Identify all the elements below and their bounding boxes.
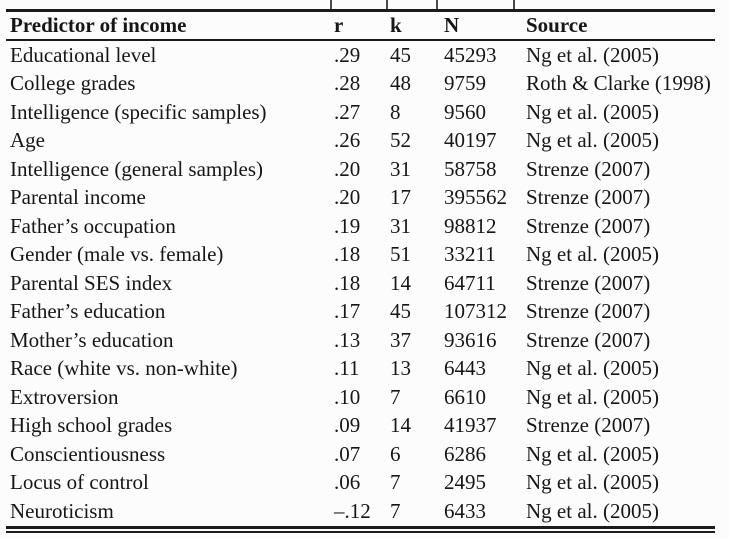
predictor-cell: Locus of control — [10, 470, 149, 495]
n-cell: 40197 — [444, 128, 497, 153]
r-cell: .13 — [334, 327, 361, 352]
k-cell: 7 — [390, 384, 401, 409]
r-cell: .09 — [334, 413, 361, 438]
n-cell: 6433 — [444, 498, 486, 523]
table-row — [6, 469, 715, 498]
source-cell: Strenze (2007) — [526, 213, 651, 238]
table-row — [6, 98, 715, 127]
k-cell: 13 — [390, 356, 411, 381]
r-cell: .06 — [334, 470, 361, 495]
income-predictors-table — [6, 0, 715, 533]
predictor-cell: Educational level — [10, 42, 157, 67]
table-bottom-rule-thin — [6, 531, 715, 533]
r-cell: .19 — [334, 213, 361, 238]
k-cell: 48 — [390, 71, 411, 96]
predictor-cell: Parental SES index — [10, 270, 173, 295]
table-row — [6, 127, 715, 156]
predictor-cell: Father’s education — [10, 299, 166, 324]
source-cell: Strenze (2007) — [526, 413, 651, 438]
k-cell: 45 — [390, 299, 411, 324]
predictor-cell: College grades — [10, 71, 136, 96]
source-cell: Ng et al. (2005) — [526, 441, 659, 466]
n-cell: 107312 — [444, 299, 507, 324]
table-row — [6, 41, 715, 70]
r-cell: .10 — [334, 384, 361, 409]
r-cell: .26 — [334, 128, 361, 153]
table-row — [6, 269, 715, 298]
source-cell: Strenze (2007) — [526, 327, 651, 352]
header-predictor: Predictor of income — [10, 13, 187, 37]
source-cell: Ng et al. (2005) — [526, 99, 659, 124]
table-bottom-rule-thick — [6, 526, 715, 529]
source-cell: Strenze (2007) — [526, 185, 651, 210]
predictor-cell: Neuroticism — [10, 498, 114, 523]
r-cell: .28 — [334, 71, 361, 96]
source-cell: Ng et al. (2005) — [526, 128, 659, 153]
column-border-tick — [436, 0, 438, 9]
k-cell: 7 — [390, 498, 401, 523]
r-cell: .17 — [334, 299, 361, 324]
r-cell: .18 — [334, 270, 361, 295]
table-header-row — [6, 12, 715, 39]
k-cell: 7 — [390, 470, 401, 495]
predictor-cell: High school grades — [10, 413, 173, 438]
table-row — [6, 298, 715, 327]
k-cell: 14 — [390, 413, 411, 438]
n-cell: 395562 — [444, 185, 507, 210]
table-row — [6, 326, 715, 355]
source-cell: Roth & Clarke (1998) — [526, 71, 711, 96]
source-cell: Ng et al. (2005) — [526, 242, 659, 267]
r-cell: .20 — [334, 156, 361, 181]
table-row — [6, 440, 715, 469]
predictor-cell: Intelligence (general samples) — [10, 156, 264, 181]
header-n: N — [444, 13, 460, 37]
table-row — [6, 184, 715, 213]
column-border-tick — [386, 0, 388, 9]
column-border-tick — [513, 0, 515, 9]
header-k: k — [390, 13, 402, 37]
n-cell: 6286 — [444, 441, 486, 466]
n-cell: 33211 — [444, 242, 496, 267]
r-cell: .29 — [334, 42, 361, 67]
r-cell: .20 — [334, 185, 361, 210]
k-cell: 8 — [390, 99, 401, 124]
n-cell: 45293 — [444, 42, 497, 67]
r-cell: .27 — [334, 99, 361, 124]
source-cell: Ng et al. (2005) — [526, 498, 659, 523]
k-cell: 45 — [390, 42, 411, 67]
k-cell: 31 — [390, 156, 411, 181]
source-cell: Strenze (2007) — [526, 156, 651, 181]
n-cell: 9759 — [444, 71, 486, 96]
k-cell: 17 — [390, 185, 411, 210]
predictor-cell: Conscientiousness — [10, 441, 166, 466]
table-row — [6, 155, 715, 184]
table-row — [6, 212, 715, 241]
table-row — [6, 355, 715, 384]
table-row — [6, 412, 715, 441]
k-cell: 37 — [390, 327, 411, 352]
k-cell: 6 — [390, 441, 401, 466]
predictor-cell: Gender (male vs. female) — [10, 242, 224, 267]
k-cell: 51 — [390, 242, 411, 267]
source-cell: Ng et al. (2005) — [526, 470, 659, 495]
header-r: r — [334, 13, 344, 37]
predictor-cell: Race (white vs. non-white) — [10, 356, 238, 381]
table-body — [6, 41, 715, 526]
predictor-cell: Mother’s education — [10, 327, 174, 352]
r-cell: .11 — [334, 356, 360, 381]
table-row — [6, 497, 715, 526]
table-row — [6, 383, 715, 412]
predictor-cell: Parental income — [10, 185, 146, 210]
k-cell: 31 — [390, 213, 411, 238]
predictor-cell: Father’s occupation — [10, 213, 176, 238]
n-cell: 9560 — [444, 99, 486, 124]
source-cell: Strenze (2007) — [526, 270, 651, 295]
n-cell: 2495 — [444, 470, 486, 495]
n-cell: 6443 — [444, 356, 486, 381]
r-cell: .18 — [334, 242, 361, 267]
n-cell: 98812 — [444, 213, 497, 238]
source-cell: Ng et al. (2005) — [526, 42, 659, 67]
source-cell: Ng et al. (2005) — [526, 384, 659, 409]
n-cell: 6610 — [444, 384, 486, 409]
r-cell: .07 — [334, 441, 361, 466]
predictor-cell: Intelligence (specific samples) — [10, 99, 267, 124]
predictor-cell: Extroversion — [10, 384, 119, 409]
n-cell: 58758 — [444, 156, 497, 181]
n-cell: 93616 — [444, 327, 497, 352]
k-cell: 52 — [390, 128, 411, 153]
table-row — [6, 70, 715, 99]
header-source: Source — [526, 13, 588, 37]
n-cell: 64711 — [444, 270, 496, 295]
source-cell: Ng et al. (2005) — [526, 356, 659, 381]
source-cell: Strenze (2007) — [526, 299, 651, 324]
n-cell: 41937 — [444, 413, 497, 438]
predictor-cell: Age — [10, 128, 45, 153]
k-cell: 14 — [390, 270, 411, 295]
r-cell: –.12 — [334, 498, 371, 523]
column-border-tick — [330, 0, 332, 9]
table-row — [6, 241, 715, 270]
